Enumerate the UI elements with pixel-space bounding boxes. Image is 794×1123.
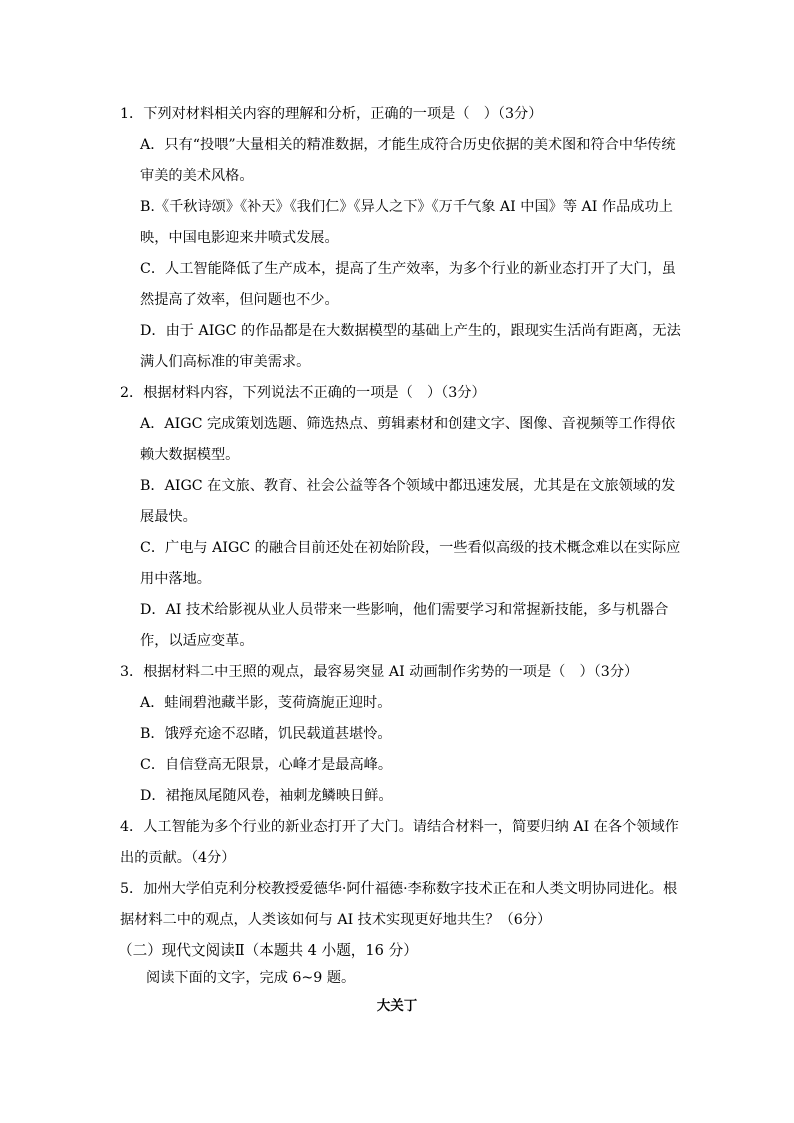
question-5: 5．加州大学伯克利分校教授爱德华·阿什福德·李称数字技术正在和人类文明协同进化。根 [120,881,678,897]
q1-option-c-cont: 然提高了效率，但问题也不少。 [140,292,339,308]
question-4: 4．人工智能为多个行业的新业态打开了大门。请结合材料一，简要归纳 AI 在各个领域作 [120,819,679,835]
q2-option-d: D．AI 技术给影视从业人员带来一些影响，他们需要学习和常握新技能，多与机器合 [140,602,669,618]
q2-option-c: C．广电与 AIGC 的融合目前还处在初始阶段，一些看似高级的技术概念难以在实际应 [140,540,681,556]
q2-option-b-cont: 展最快。 [140,509,197,525]
q2-option-b: B．AIGC 在文旅、教育、社会公益等各个领域中都迅速发展，尤其是在文旅领域的发 [140,478,676,494]
reading-instruction: 阅读下面的文字，完成 6~9 题。 [146,970,356,986]
q1-option-d: D．由于 AIGC 的作品都是在大数据模型的基础上产生的，跟现实生活尚有距离，无法 [140,323,681,339]
question-1: 1．下列对材料相关内容的理解和分析，正确的一项是（ ）（3分） [120,106,543,122]
q1-option-d-cont: 满人们高标准的审美需求。 [140,354,311,370]
q2-option-d-cont: 作，以适应变革。 [140,633,254,649]
q2-option-a: A．AIGC 完成策划选题、筛选热点、剪辑素材和创建文字、图像、音视频等工作得依 [140,416,676,432]
q1-option-a: A．只有“投喂”大量相关的精准数据，才能生成符合历史依据的美术图和符合中华传统 [140,137,676,153]
q1-option-a-cont: 审美的美术风格。 [140,168,254,184]
q3-option-c: C．自信登高无限景，心峰才是最高峰。 [140,757,393,773]
question-5-cont: 据材料二中的观点，人类该如何与 AI 技术实现更好地共生？（6分） [120,912,552,928]
q3-option-d: D．裙拖凤尾随风卷，袖刺龙鳞映日鲜。 [140,788,393,804]
q1-option-b: B.《千秋诗颂》《补天》《我们仁》《异人之下》《万千气象 AI 中国》等 AI 作品成功上 [140,199,673,215]
q2-option-c-cont: 用中落地。 [140,571,211,587]
passage-title: 大关丁 [376,998,418,1014]
question-3: 3．根据材料二中王照的观点，最容易突显 AI 动画制作劣势的一项是（ ）（3分） [120,664,639,680]
section-heading: （二）现代文阅读Ⅱ（本题共 4 小题，16 分） [118,942,418,959]
q3-option-b: B．饿殍充途不忍睹，饥民载道甚堪怜。 [140,726,392,742]
q2-option-a-cont: 赖大数据模型。 [140,447,240,463]
question-4-cont: 出的贡献。（4分） [120,850,236,866]
question-2: 2．根据材料内容，下列说法不正确的一项是（ ）（3分） [120,385,486,401]
q3-option-a: A．蛙闹碧池藏半影，芰荷旖旎正迎时。 [140,695,392,711]
q1-option-c: C．人工智能降低了生产成本，提高了生产效率，为多个行业的新业态打开了大门，虽 [140,261,676,277]
q1-option-b-cont: 映，中国电影迎来井喷式发展。 [140,230,339,246]
